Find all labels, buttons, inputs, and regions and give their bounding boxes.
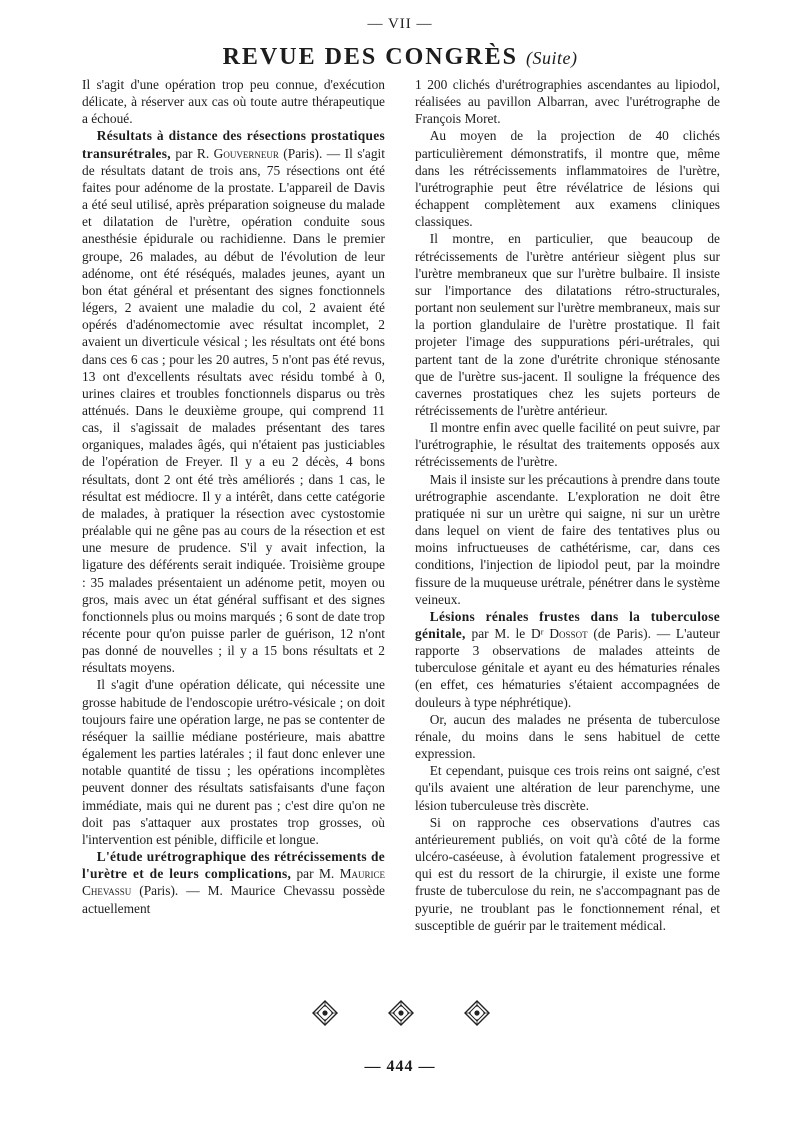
author-prefix: par M. [296, 866, 340, 882]
paragraph: Il s'agit d'une opération délicate, qui nécessite une grosse habitude de l'endoscopie urétro-vésicale ; on doit toujours faire une opération large, ne pas se contenter de réséquer la saillie médiane postérieure, mais abattre également les parties latérales ; il faut donc enlever une notable quantité de tissu ; les opérations incomplètes peuvent donner des résultats satisfaisants d'une façon immédiate, mais qui ne durent pas ; c'est dire qu'on ne doit pas s'attaquer aux prostates trop grosses, où l'intervention est pénible, difficile et longue. [82, 677, 385, 847]
paragraph-body: (de Paris). — L'auteur rapporte 3 observations de malades atteints de tuberculose génitale et ayant eu des hématuries rénales (en effet, ces hématuries s'étaient accompagnées de douleurs à type néphrétique). [415, 626, 720, 710]
paragraph-body: (Paris). — M. Maurice Chevassu possède actuellement [82, 883, 385, 916]
ornament-row [0, 1000, 800, 1030]
running-head: — VII — [367, 16, 433, 32]
title-text: REVUE DES CONGRÈS [222, 44, 518, 70]
paragraph-body: (Paris). — Il s'agit de résultats datant de trois ans, 75 résections ont été faites pour adénome de la prostate. L'appareil de Davis a été seul utilisé, après préparation soigneuse du malade et dilatation de l'urètre, opération conduite sous anesthésie épidurale ou rachidienne. Dans le premier groupe, 26 malades, au début de l'évolution de leur adénome, ont été réséqués, malades jeunes, ayant un bon état général et présentant des signes fonctionnels légers, 2 avaient une maladie du col, 2 avaient été opérés d'adénomectomie avec résultat incomplet, 2 avaient un diverticule vésical ; les résultats ont été bons dans ces 6 cas ; pour les 20 autres, 5 n'ont pas été revus, 13 ont d'excellents résultats avec résidu tombé à 0, urines claires et troubles fonctionnels disparus ou très atténués. Dans le deuxième groupe, qui comprend 11 cas, il s'agissait de malades présentant des tares organiques, malades âgés, qui n'étaient pas justiciables de l'opération de Freyer. Il y a eu 2 décès, 4 bons résultats, dont 2 ont été très améliorés ; dans 1 cas, le résultat est médiocre. Il y a intérêt, dans cette catégorie de malades, à pratiquer la résection avec cystostomie préalable qui ne gêne pas au cours de la résection et est une mesure de prudence. S'il y avait infection, la ligature des déférents serait indiquée. Troisième groupe : 35 malades présentaient un adénome petit, moyen ou gros, mais avec un état général suffisant et des signes fonctionnels plus ou moins marqués ; 6 sont de date trop récente pour qu'on puisse parler de guérison, 12 n'ont pas donné de nouvelles ; il y a 15 bons résultats et 2 résultats moyens. [82, 145, 385, 676]
diamond-ornament-icon [312, 1000, 338, 1026]
paragraph: Il s'agit d'une opération trop peu connue, d'exécution délicate, à réserver aux cas où toute autre thérapeutique a échoué. [82, 77, 385, 127]
page-title [0, 44, 800, 71]
paragraph: Au moyen de la projection de 40 clichés particulièrement démonstratifs, il montre que, même dans les rétrécissements inflammatoires de l'urètre, l'urétrographie peut être révélatrice de lésions qui échappent complètement aux examens cliniques classiques. [415, 128, 720, 230]
author-name: Maurice Chevassu [82, 866, 385, 899]
paragraph: Si on rapproche ces observations d'autres cas antérieurement publiés, on voit qu'à côté de la forme ulcéro-caséeuse, à évolution fatalement progressive et qui est du ressort de la chirurgie, il existe une forme fruste de tuberculose du rein, ne s'accompagnant pas de pyurie, ne troublant pas le fonctionnement rénal, et susceptible de guérir par le traitement médical. [415, 814, 720, 933]
paragraph: Il montre, en particulier, que beaucoup de rétrécissements de l'urètre antérieur siègent plus sur l'urètre membraneux que sur l'urètre bulbaire. Il insiste sur l'importance des dilatations rétro-structurales, portant non seulement sur l'urètre membraneux, mais sur la portion glandulaire de l'urètre prostatique. Il fait projeter l'image des suppurations péri-urétrales, qui partent tant de la zone d'urétrite chronique sténosante que de l'urètre sus-jacent. Il souligne la fréquence des cavernes prostatiques chez les sujets porteurs de rétrécissements de l'urètre antérieur. [415, 231, 720, 418]
article-heading: L'étude urétrographique des rétrécissements de l'urètre et de leurs complications, [82, 849, 385, 882]
diamond-ornament-icon [388, 1000, 414, 1026]
article-heading: Résultats à distance des résections prostatiques transurétrales, [82, 128, 385, 161]
paragraph: Et cependant, puisque ces trois reins ont saigné, c'est qu'ils avaient une altération de leur parenchyme, une lésion tuberculeuse très discrète. [415, 763, 720, 813]
right-column [415, 76, 720, 934]
article-entry-uretrographie [82, 848, 385, 917]
paragraph: Or, aucun des malades ne présenta de tuberculose rénale, du moins dans le sens habituel de cette expression. [415, 711, 720, 762]
paragraph: Il montre enfin avec quelle facilité on peut suivre, par l'urétrographie, le résultat des traitements opposés aux rétrécissements de l'urètre. [415, 420, 720, 470]
page-number: — 444 — [364, 1058, 436, 1075]
author-name: Dossot [549, 626, 588, 641]
article-heading: Lésions rénales frustes dans la tuberculose génitale, [415, 608, 720, 641]
paragraph: 1 200 clichés d'urétrographies ascendantes au lipiodol, réalisées au pavillon Albarran, avec l'urétrographe de François Moret. [415, 77, 720, 127]
paragraph: Mais il insiste sur les précautions à prendre dans toute urétrographie ascendante. L'exploration ne doit être pratiquée ni sur un urètre qui saigne, ni sur un urètre dans lequel on vient de faire des tentatives plus ou moins infructueuses de cathétérisme, car, dans ces conditions, l'injection de lipiodol peut, par la moindre fissure de la muqueuse urétrale, pénétrer dans le système veineux. [415, 471, 720, 607]
article-entry-resections [82, 127, 385, 676]
author-name: Gouverneur [213, 145, 279, 161]
left-column [82, 76, 385, 917]
article-entry-lesions-renales [415, 608, 720, 711]
author-prefix: par M. le Dʳ [471, 626, 550, 641]
diamond-ornament-icon [464, 1000, 490, 1026]
author-prefix: par R. [175, 145, 214, 161]
title-suffix: (Suite) [525, 48, 578, 68]
